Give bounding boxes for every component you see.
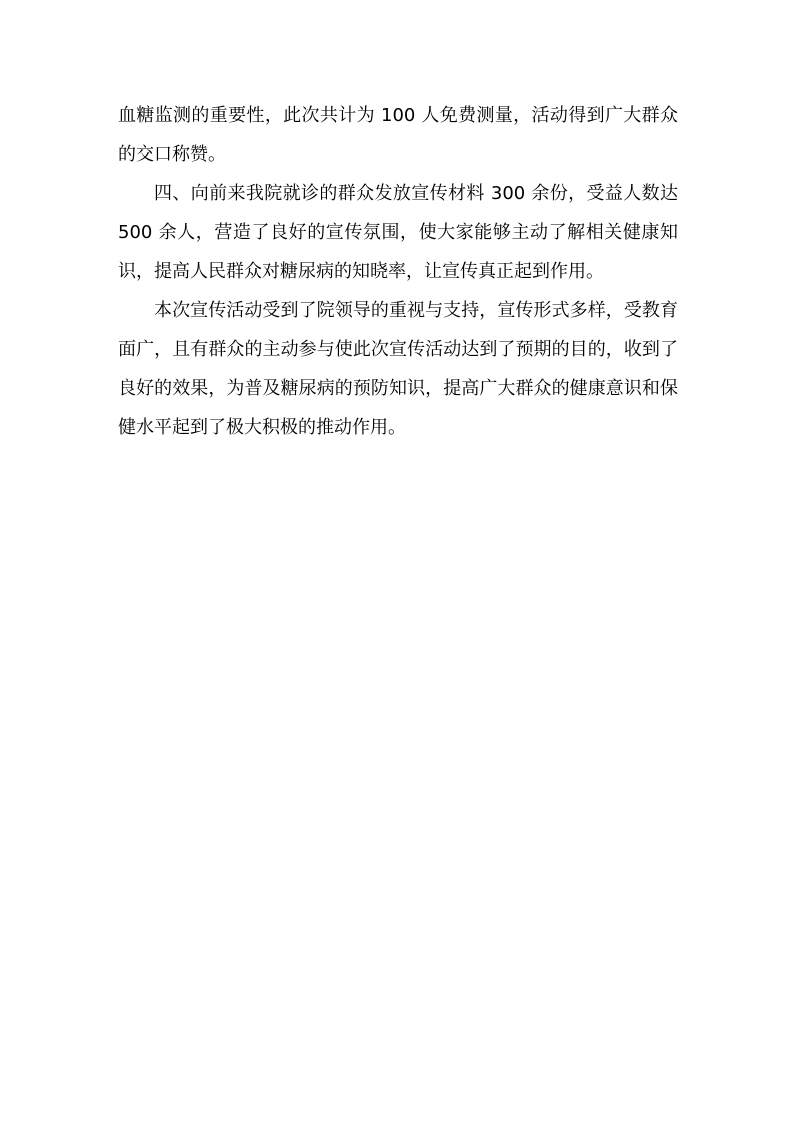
paragraph-conclusion: 本次宣传活动受到了院领导的重视与支持，宣传形式多样，受教育面广，且有群众的主动参与使此次宣传活动达到了预期的目的，收到了良好的效果，为普及糖尿病的预防知识，提高广大群众的健康意识和保健水平起到了极大积极的推动作用。 [118, 300, 678, 438]
paragraph-continuation: 血糖监测的重要性，此次共计为 100 人免费测量，活动得到广大群众的交口称赞。 [118, 105, 678, 165]
document-body [118, 96, 678, 447]
paragraph-promotional-materials: 四、向前来我院就诊的群众发放宣传材料 300 余份，受益人数达 500 余人，营造了良好的宣传氛围，使大家能够主动了解相关健康知识，提高人民群众对糖尿病的知晓率，让宣传真正起到作用。 [118, 183, 678, 282]
